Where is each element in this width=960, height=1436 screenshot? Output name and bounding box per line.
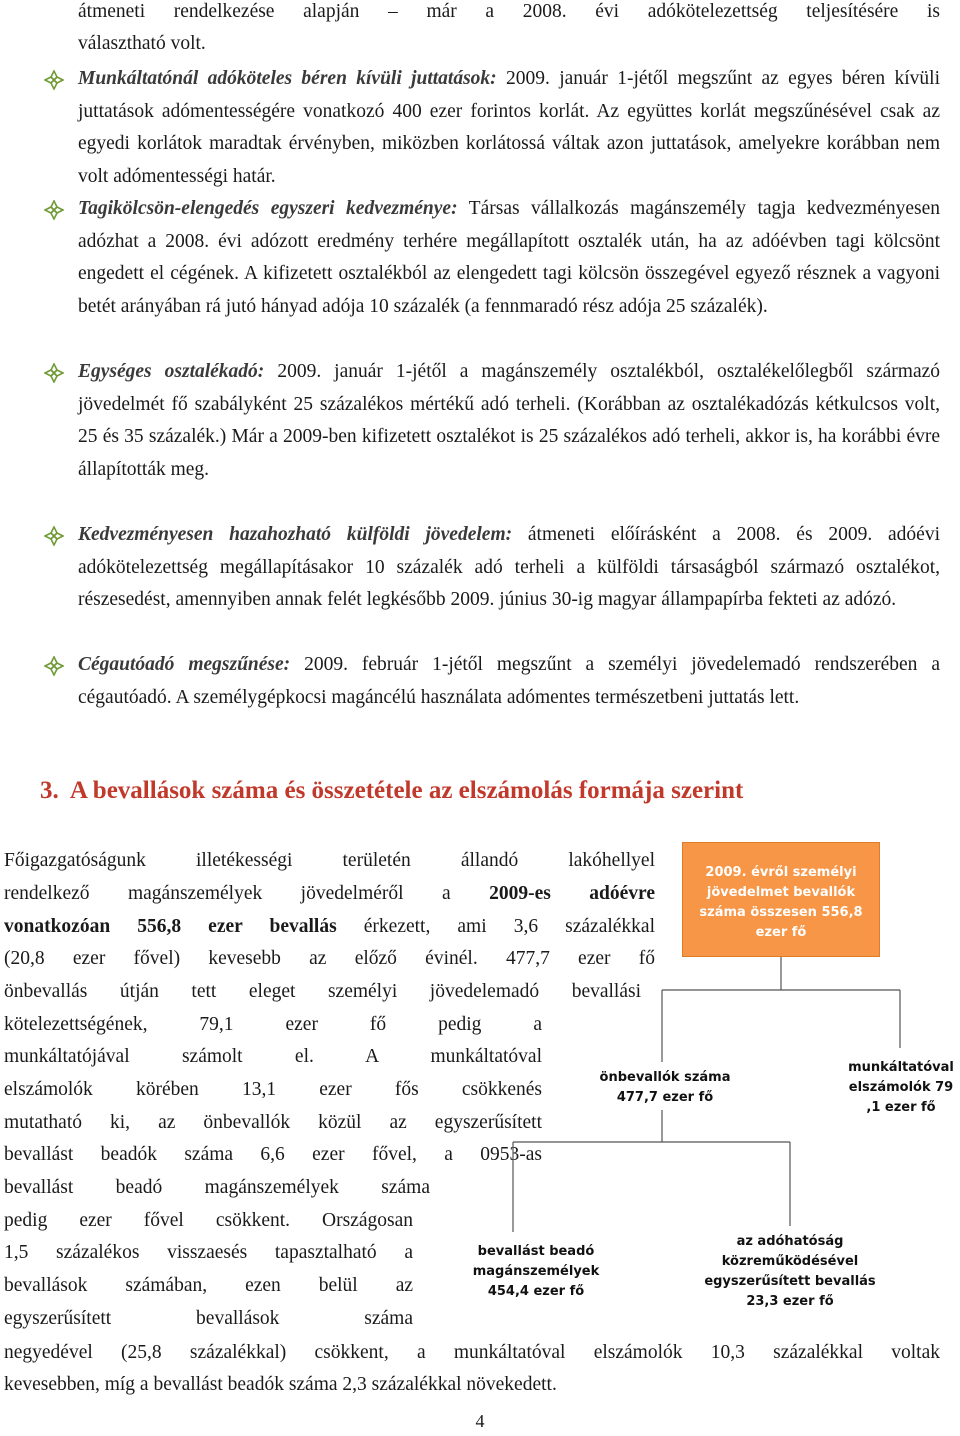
section-title: A bevallások száma és összetétele az elszámolás formája szerint xyxy=(69,777,744,804)
bullet-text: 2009. január 1-jétől megszűnt az egyes béren kívüli juttatások adómentességére vonatkozó 400 ezer forintos korlát. Az együttes korlát megszűnésével csak az egyedi korlátok maradtak érvényben, miközben korlátossá váltak azon juttatások, amelyekre korábban nem volt adómentességi határ. xyxy=(78,68,941,187)
bold-year: 2009-es adóévre xyxy=(489,883,655,904)
body-line: bevallást beadók száma 6,6 ezer fővel, a 0953-as xyxy=(4,1144,542,1165)
section-number: 3. xyxy=(40,777,59,804)
body-line-text: rendelkező magánszemélyek jövedelméről a xyxy=(4,883,490,904)
body-line: elszámolók körében 13,1 ezer fős csökkenés xyxy=(4,1079,542,1100)
body-line: egyszerűsített bevallások száma xyxy=(4,1308,413,1329)
bullet-label: Egységes osztalékadó: xyxy=(78,361,265,382)
page-number: 4 xyxy=(475,1411,485,1431)
body-line: bevallások számában, ezen belül az xyxy=(4,1275,413,1296)
self-filers-node: önbevallók száma 477,7 ezer fő xyxy=(599,1070,731,1105)
body-line: (20,8 ezer fővel) kevesebb az előző évinél. 477,7 ezer fő xyxy=(4,948,655,969)
body-line-text: érkezett, ami 3,6 százalékkal xyxy=(363,916,655,937)
intro-line-2: választható volt. xyxy=(78,33,206,54)
employer-settled-node: munkáltatóval elszámolók 79 ,1 ezer fő xyxy=(848,1060,954,1115)
body-line: pedig ezer fővel csökkent. Országosan xyxy=(4,1210,413,1231)
bullet-text: 2009. január 1-jétől a magánszemély osztalékból, osztalékelőlegből származó jövedelmét fő szabályként 25 százalékos mértékű adó terheli. (Korábban az osztalékadózás kétkulcsos volt, 25 és 35 százalék.) Már a 2009-ben kifizetett osztalékot is 25 százalékos adó terheli, akkor is, ha korábbi évre állapították meg. xyxy=(78,361,941,480)
body-line: negyedével (25,8 százalékkal) csökkent, a munkáltatóval elszámolók 10,3 százalékkal voltak xyxy=(4,1342,940,1363)
total-filers-label: 2009. évről személyi jövedelmet bevallók száma összesen 556,8 ezer fő xyxy=(699,865,863,940)
bullet-label: Kedvezményesen hazahozható külföldi jövedelem: xyxy=(78,524,513,545)
body-line: 1,5 százalékos visszaesés tapasztalható a xyxy=(4,1242,413,1263)
bullet-label: Cégautóadó megszűnése: xyxy=(78,654,291,675)
bullet-label: Munkáltatónál adóköteles béren kívüli juttatások: xyxy=(78,68,497,89)
total-filers-box xyxy=(682,842,880,957)
body-line: kötelezettségének, 79,1 ezer fő pedig a xyxy=(4,1014,542,1035)
body-line: önbevallás útján tett eleget személyi jövedelemadó bevallási xyxy=(4,981,641,1002)
simplified-returns-node: az adóhatóság közreműködésével egyszerűsített bevallás 23,3 ezer fő xyxy=(704,1234,876,1309)
bold-count: vonatkozóan 556,8 ezer bevallás xyxy=(4,916,337,937)
bullet-text: Társas vállalkozás magánszemély tagja kedvezményesen adózhat a 2008. évi adózott eredmény terhére megállapított osztalék után, ha az adóévben tagi kölcsönt engedett el cégének. A kifizetett osztalékból az elengedett tagi kölcsön összegével egyező résznek a vagyoni betét arányában rá jutó hányad adója 10 százalék (a fennmaradó rész adója 25 százalék). xyxy=(78,198,940,317)
bullet-label: Tagikölcsön-elengedés egyszeri kedvezménye: xyxy=(78,198,458,219)
body-line: Főigazgatóságunk illetékességi területén állandó lakóhellyel xyxy=(4,850,655,871)
bullet-text: átmeneti előírásként a 2008. és 2009. adóévi adókötelezettség megállapításakor 10 százalék adó terheli a külföldi társaságból származó osztalékot, részesedést, amennyiben annak felét legkésőbb 2009. június 30-ig magyar állampapírba fekteti az adózó. xyxy=(78,524,940,611)
intro-line-1: átmeneti rendelkezése alapján – már a 2008. évi adókötelezettség teljesítésére is xyxy=(78,1,940,22)
body-line: kevesebben, míg a bevallást beadók száma 2,3 százalékkal növekedett. xyxy=(4,1374,557,1395)
body-line: bevallást beadó magánszemélyek száma xyxy=(4,1177,430,1198)
body-line: mutatható ki, az önbevallók közül az egyszerűsített xyxy=(4,1112,542,1133)
return-filers-node: bevallást beadó magánszemélyek 454,4 ezer fő xyxy=(472,1244,600,1299)
body-line: munkáltatójával számolt el. A munkáltatóval xyxy=(4,1046,542,1067)
bullet-text: 2009. február 1-jétől megszűnt a személyi jövedelemadó rendszerében a cégautóadó. A személygépkocsi magáncélú használata adómentes természetbeni juttatás lett. xyxy=(78,654,940,708)
